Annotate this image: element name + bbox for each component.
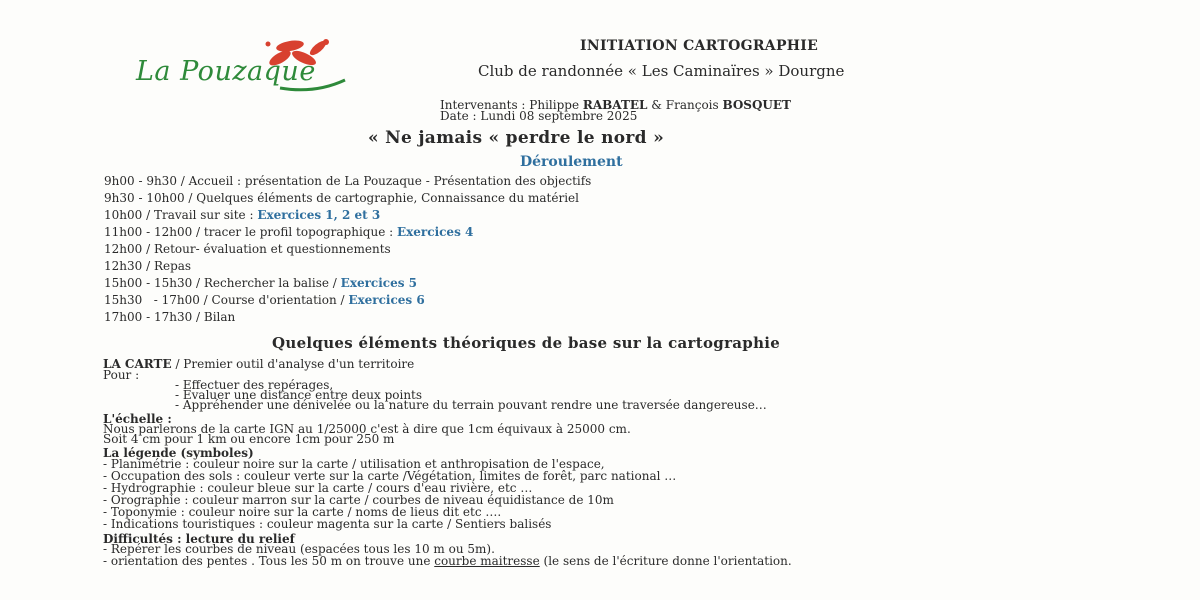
speakers-middle: & François [647, 98, 723, 112]
courbe-maitresse-term: courbe maitresse [434, 554, 540, 568]
date-line: Date : Lundi 08 septembre 2025 [440, 109, 638, 123]
logo-text: La Pouzaque [136, 56, 316, 87]
pour-label: Pour : [103, 368, 140, 382]
schedule-item [104, 191, 579, 205]
schedule-time: 15h30 - 17h00 [104, 293, 200, 307]
difficultes-label: Difficultés : lecture du relief [103, 532, 295, 546]
schedule-item [104, 208, 380, 222]
echelle-line: Nous parlerons de la carte IGN au 1/25000 c'est à dire que 1cm équivaux à 25000 cm. [103, 422, 631, 436]
echelle-label: L'échelle : [103, 412, 172, 426]
speaker1-last: RABATEL [582, 98, 648, 112]
echelle-line: Soit 4 cm pour 1 km ou encore 1cm pour 250 m [103, 432, 395, 446]
legende-item: - Planimétrie : couleur noire sur la carte / utilisation et anthropisation de l'espace, [103, 457, 605, 471]
schedule-exercise: Exercices 6 [348, 293, 425, 307]
schedule-text: / Rechercher la balise / [192, 276, 341, 290]
schedule-exercise: Exercices 1, 2 et 3 [257, 208, 381, 222]
schedule-text: / Travail sur site : [142, 208, 258, 222]
schedule-item [104, 242, 391, 256]
pour-item: - Evaluer une distance entre deux points [175, 388, 423, 402]
document-title: INITIATION CARTOGRAPHIE [580, 38, 819, 54]
theory-heading: Quelques éléments théoriques de base sur la cartographie [272, 334, 781, 352]
schedule-text: / Course d'orientation / [199, 293, 349, 307]
schedule-time: 9h00 - 9h30 [104, 174, 177, 188]
carte-text: / Premier outil d'analyse d'un territoire [171, 357, 415, 371]
schedule-item [104, 259, 191, 273]
schedule-time: 10h00 [104, 208, 143, 222]
schedule-exercise: Exercices 4 [397, 225, 474, 239]
schedule-text: / Bilan [192, 310, 236, 324]
schedule-heading: Déroulement [520, 154, 623, 170]
legende-item: - Occupation des sols : couleur verte sur la carte /Végétation, limites de forêt, parc national … [103, 469, 677, 483]
carte-label: LA CARTE [103, 357, 172, 371]
difficultes-text: (le sens de l'écriture donne l'orientation. [539, 554, 792, 568]
schedule-time: 17h00 - 17h30 [104, 310, 193, 324]
schedule-text: / Quelques éléments de cartographie, Connaissance du matériel [184, 191, 579, 205]
difficultes-item [103, 555, 792, 567]
schedule-time: 9h30 - 10h00 [104, 191, 185, 205]
schedule-text: / Repas [142, 259, 192, 273]
schedule-item [104, 276, 417, 290]
schedule-item [104, 293, 425, 307]
schedule-time: 12h30 [104, 259, 143, 273]
speakers-prefix: Intervenants : Philippe [440, 98, 583, 112]
schedule-item [104, 310, 235, 324]
schedule-text: / Retour- évaluation et questionnements [142, 242, 391, 256]
schedule-time: 12h00 [104, 242, 143, 256]
slogan: « Ne jamais « perdre le nord » [368, 128, 664, 148]
pour-item: - Appréhender une dénivelée ou la nature du terrain pouvant rendre une traversée dangereuse… [175, 398, 767, 412]
legende-item: - Orographie : couleur marron sur la carte / courbes de niveau équidistance de 10m [103, 493, 614, 507]
schedule-text: / Accueil : présentation de La Pouzaque - Présentation des objectifs [176, 174, 592, 188]
pour-item: - Effectuer des repérages, [175, 378, 334, 392]
legende-label: La légende (symboles) [103, 446, 254, 460]
logo [130, 36, 360, 92]
schedule-item [104, 225, 473, 239]
schedule-exercise: Exercices 5 [340, 276, 418, 290]
difficultes-text: - orientation des pentes . Tous les 50 m on trouve une [103, 554, 435, 568]
difficultes-item: - Repérer les courbes de niveau (espacées tous les 10 m ou 5m). [103, 542, 495, 556]
speaker2-last: BOSQUET [722, 98, 791, 112]
schedule-time: 15h00 - 15h30 [104, 276, 193, 290]
legende-item: - Hydrographie : couleur bleue sur la carte / cours d'eau rivière, etc … [103, 481, 533, 495]
legende-item: - Indications touristiques : couleur magenta sur la carte / Sentiers balisés [103, 517, 552, 531]
carte-line [103, 358, 414, 370]
schedule-item [104, 174, 591, 188]
schedule-time: 11h00 - 12h00 [104, 225, 193, 239]
schedule-text: / tracer le profil topographique : [192, 225, 397, 239]
club-subtitle: Club de randonnée « Les Caminaïres » Dourgne [478, 62, 845, 80]
legende-item: - Toponymie : couleur noire sur la carte / noms de lieus dit etc …. [103, 505, 502, 519]
